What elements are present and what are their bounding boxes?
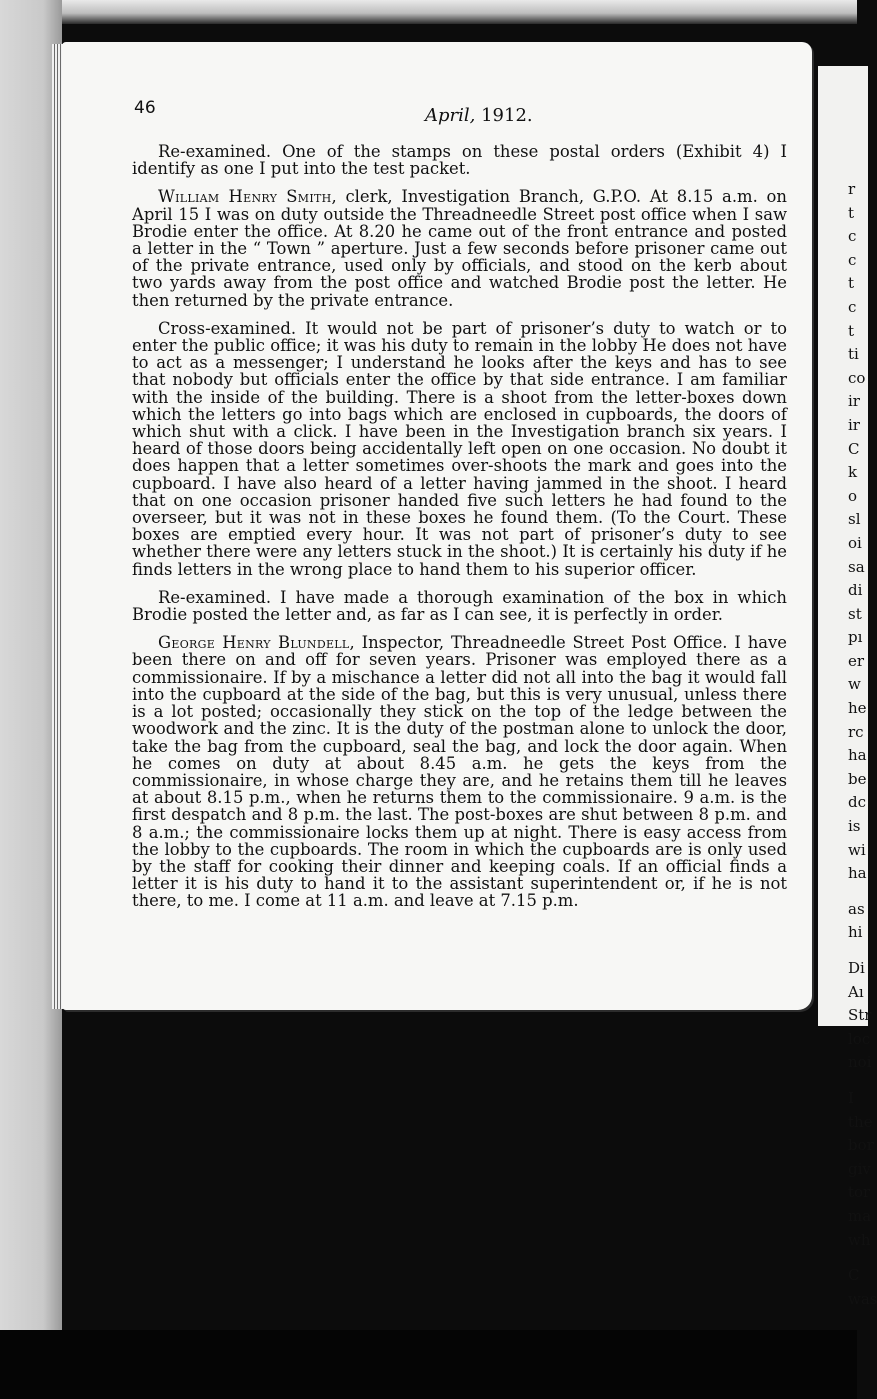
witness-name: George Henry Blundell: [158, 633, 350, 653]
facing-page-line: bor: [848, 1136, 874, 1155]
facing-page-line: the: [848, 1112, 873, 1131]
facing-page-line: rc: [848, 722, 864, 741]
facing-page-line: ha: [848, 864, 867, 883]
facing-page-line: he: [848, 699, 867, 718]
facing-page-line: sa: [848, 557, 865, 576]
facing-page-line: ha: [848, 746, 867, 765]
facing-page-line: C: [848, 439, 860, 458]
running-head: [425, 105, 533, 126]
facing-page-line: Str: [848, 1006, 872, 1025]
facing-page-line: c: [848, 250, 857, 269]
facing-page-line: C: [848, 1266, 860, 1285]
scan-top-margin: [0, 0, 857, 24]
paragraph-text: Re-examined. One of the stamps on these postal orders (Exhibit 4) I identify as one I put into the test packet.: [132, 142, 787, 179]
paragraph-text: Re-examined. I have made a thorough examination of the box in which Brodie posted the letter and, as far as I can see, it is perfectly in order.: [132, 587, 787, 625]
running-head-year: 1912.: [475, 105, 533, 126]
facing-page-line: I: [848, 1088, 854, 1107]
facing-page-line: wh: [848, 1230, 871, 1249]
facing-page-line: tor: [848, 1183, 871, 1202]
facing-page-line: di: [848, 581, 863, 600]
facing-page-line: giv: [848, 1159, 871, 1178]
paragraph-reexamined-1: [132, 143, 787, 177]
facing-page-line: t: [848, 203, 855, 222]
running-head-month: April,: [425, 105, 476, 126]
facing-page-line: is: [848, 817, 861, 836]
paragraph-george-henry-blundell: [132, 634, 787, 909]
facing-page-line: was: [848, 1289, 877, 1308]
facing-page-line: be: [848, 769, 867, 788]
facing-page-line: oi: [848, 533, 862, 552]
page-body-text: [132, 143, 787, 921]
facing-page-line: co: [848, 368, 866, 387]
paragraph-text: , Inspector, Threadneedle Street Post Office. I have been there on and off for seven years. Prisoner was employed there as a commissionaire. If by a mischance a letter did not all into the bag it would fall into the cupboard at the side of the bag, but this is very unusual, unless there is a lot posted; occasionally they stick on the top of the ledge between the woodwork and the zinc. It is the duty of the postman alone to unlock the door, take the bag from the cupboard, seal the bag, and lock the door again. When he comes on duty at about 8.45 a.m. he gets the keys from the commissionaire, in whose charge they are, and he retains them till he leaves at about 8.15 p.m., when he returns them to the commissionaire. 9 a.m. is the first despatch and 8 p.m. the last. The post-boxes are shut between 8 p.m. and 8 a.m.; the commissionaire locks them up at night. There is easy access from the lobby to the cupboards. The room in which the cupboards are is only used by the staff for cooking their dinner and keeping coals. If an official finds a letter it is his duty to hand it to the assistant superintendent or, if he is not there, to me. I come at 11 a.m. and leave at 7.15 p.m.: [132, 633, 788, 911]
facing-page-line: t: [848, 321, 855, 340]
facing-page-line: noi: [848, 1053, 872, 1072]
paragraph-william-henry-smith: [132, 188, 787, 308]
facing-page-line: r: [848, 180, 856, 198]
facing-page-line: dc: [848, 793, 867, 812]
facing-page-gap: [818, 1075, 868, 1087]
facing-page-gap: [818, 886, 868, 898]
facing-page-line: loc: [848, 1029, 871, 1048]
witness-name: William Henry Smith: [158, 187, 332, 207]
facing-page-line: hi: [848, 923, 863, 942]
facing-page-line: er: [848, 651, 865, 670]
facing-page-line: pı: [848, 628, 863, 647]
facing-page-line: ir: [848, 415, 860, 434]
facing-page-line: as: [848, 899, 865, 918]
facing-page-line: sl: [848, 510, 861, 529]
page-number: 46: [134, 98, 156, 118]
facing-page-line: ir: [848, 392, 860, 411]
facing-page-line: o: [848, 486, 858, 505]
paragraph-text: , clerk, Investigation Branch, G.P.O. At 8.15 a.m. on April 15 I was on duty outside the Threadneedle Street post office when I saw Brodie enter the office. At 8.20 he came out of the front entrance and posted a letter in the “ Town ” aperture. Just a few seconds before prisoner came out of the private entrance, used only by officials, and stood on the kerb about two yards away from the post office and watched Brodie post the letter. He then returned by the private entrance.: [132, 187, 787, 310]
facing-page-line: t: [848, 274, 855, 293]
paragraph-cross-examined: [132, 320, 787, 578]
facing-page-gap: [818, 945, 868, 957]
facing-page-line: ti: [848, 345, 859, 364]
facing-page-line: k: [848, 463, 858, 482]
facing-page-fragment: [818, 66, 877, 1308]
facing-page-line: w: [848, 675, 861, 694]
facing-page-line: c: [848, 297, 857, 316]
facing-page-line: wi: [848, 840, 866, 859]
paragraph-reexamined-2: [132, 589, 787, 623]
facing-page-line: c: [848, 227, 857, 246]
facing-page-line: ma: [848, 1206, 872, 1225]
paragraph-text: Cross-examined. It would not be part of prisoner’s duty to watch or to enter the public office; it was his duty to remain in the lobby He does not have to act as a messenger; I understand he looks after the keys and has to see that nobody but officials enter the office by that side entrance. I am familiar with the inside of the building. There is a shoot from the letter-boxes down which the letters go into bags which are enclosed in cupboards, the doors of which shut with a click. I have been in the Investigation branch six years. I heard of those doors being accidentally left open on one occasion. No doubt it does happen that a letter sometimes over-shoots the mark and goes into the cupboard. I have also heard of a letter having jammed in the shoot. I heard that on one occasion prisoner handed five such letters he had found to the overseer, but it was not in these boxes he found them. (To the Court. These boxes are emptied every hour. It was not part of prisoner’s duty to see whether there were any letters stuck in the shoot.) It is certainly his duty if he finds letters in the wrong place to hand them to his superior officer.: [132, 318, 787, 579]
scan-bottom-margin: [0, 1330, 857, 1399]
facing-page-line: Di: [848, 959, 865, 977]
facing-page-line: st: [848, 604, 862, 623]
facing-page-gap: [818, 1252, 868, 1264]
facing-page-line: Aı: [848, 982, 864, 1001]
